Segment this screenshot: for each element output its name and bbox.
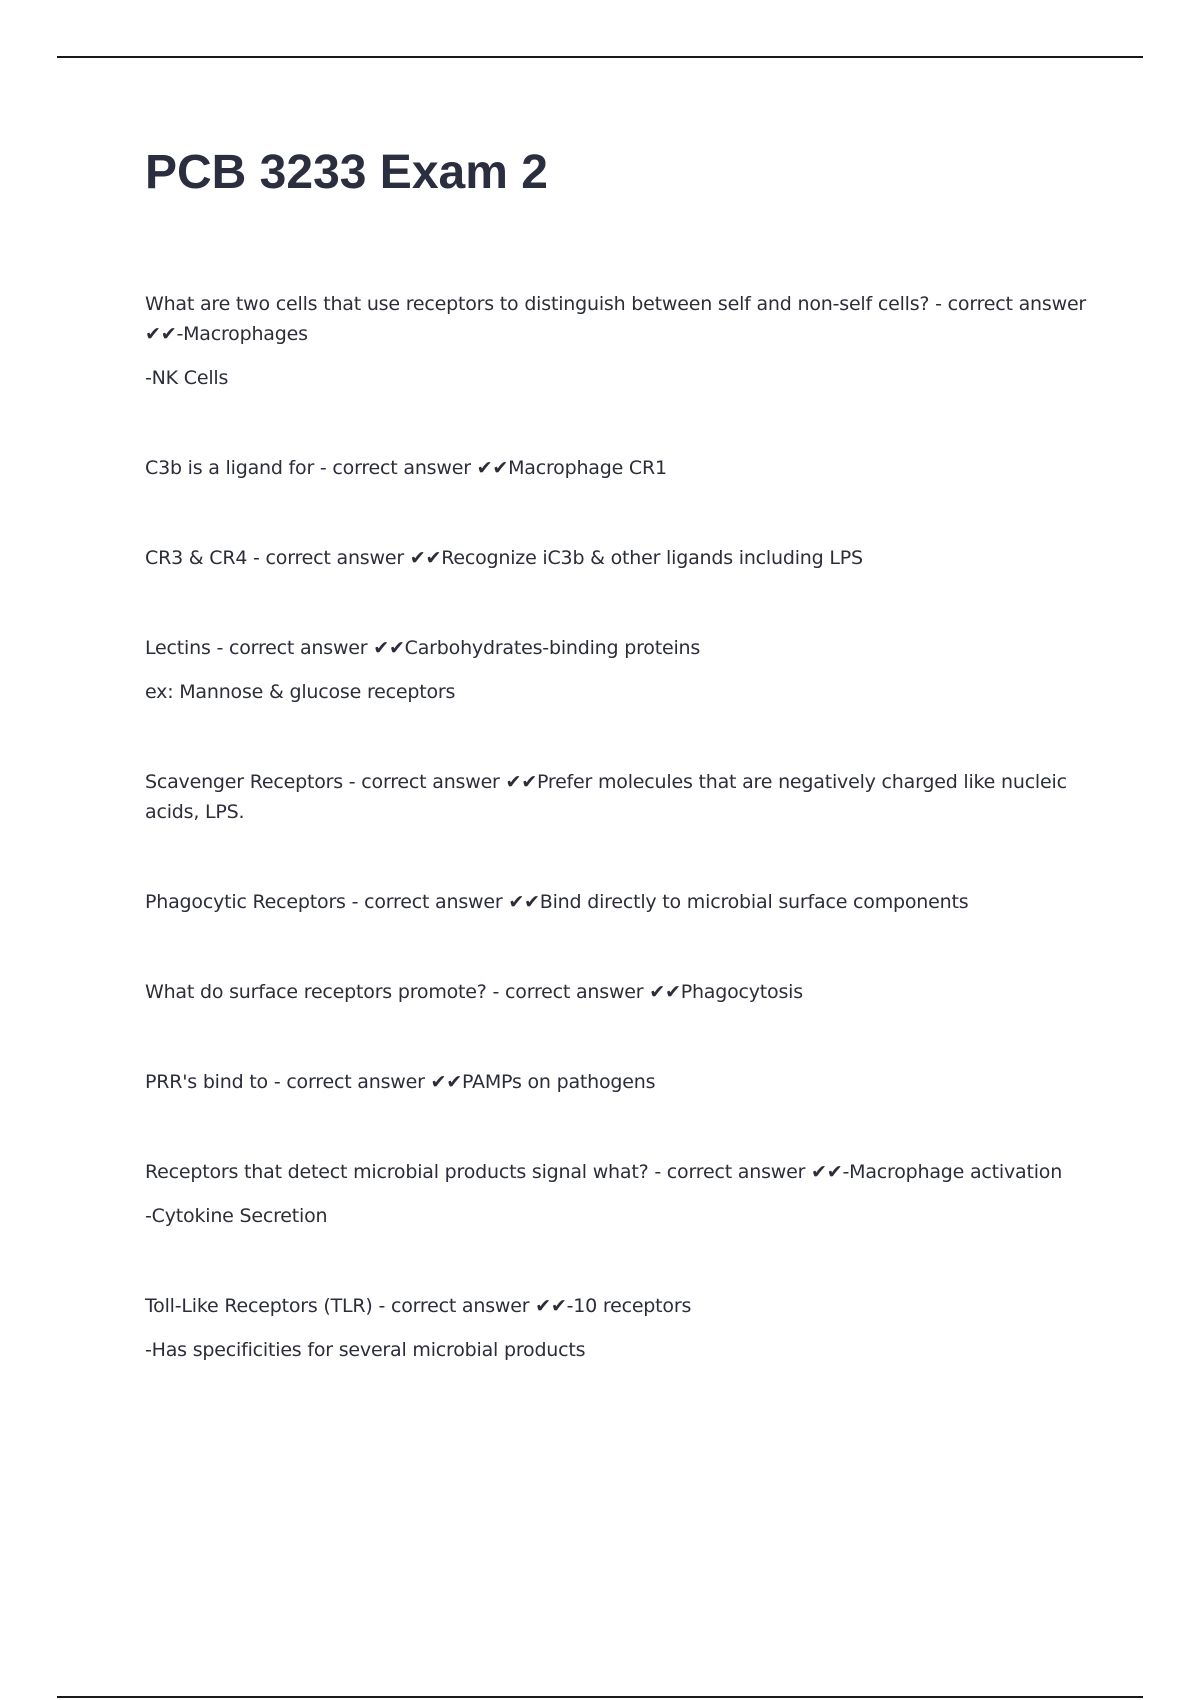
qa-text: -NK Cells — [145, 367, 229, 389]
qa-text: -Cytokine Secretion — [145, 1205, 328, 1227]
qa-item — [145, 633, 1105, 707]
qa-text: Toll-Like Receptors (TLR) - correct answer ✔✔-10 receptors — [145, 1295, 692, 1317]
qa-text: ex: Mannose & glucose receptors — [145, 681, 456, 703]
qa-item — [145, 977, 1105, 1007]
qa-item — [145, 543, 1105, 573]
qa-text: Lectins - correct answer ✔✔Carbohydrates-binding proteins — [145, 637, 701, 659]
qa-text: Receptors that detect microbial products signal what? - correct answer ✔✔-Macrophage activation — [145, 1161, 1063, 1183]
qa-text: CR3 & CR4 - correct answer ✔✔Recognize iC3b & other ligands including LPS — [145, 547, 863, 569]
bottom-divider — [57, 1696, 1143, 1698]
qa-text: What are two cells that use receptors to distinguish between self and non-self cells? - correct answer ✔✔-Macrophages — [145, 293, 1087, 345]
qa-item — [145, 1067, 1105, 1097]
qa-list — [145, 289, 1105, 1425]
qa-item — [145, 289, 1105, 393]
qa-text: -Has specificities for several microbial products — [145, 1339, 586, 1361]
qa-text: Phagocytic Receptors - correct answer ✔✔Bind directly to microbial surface components — [145, 891, 969, 913]
qa-item — [145, 887, 1105, 917]
qa-text: PRR's bind to - correct answer ✔✔PAMPs on pathogens — [145, 1071, 656, 1093]
page-title: PCB 3233 Exam 2 — [145, 146, 548, 199]
qa-item — [145, 767, 1105, 827]
qa-item — [145, 1291, 1105, 1365]
qa-text: Scavenger Receptors - correct answer ✔✔Prefer molecules that are negatively charged like nucleic acids, LPS. — [145, 771, 1067, 823]
qa-item — [145, 453, 1105, 483]
qa-item — [145, 1157, 1105, 1231]
qa-text: What do surface receptors promote? - correct answer ✔✔Phagocytosis — [145, 981, 803, 1003]
qa-text: C3b is a ligand for - correct answer ✔✔Macrophage CR1 — [145, 457, 667, 479]
top-divider — [57, 56, 1143, 58]
